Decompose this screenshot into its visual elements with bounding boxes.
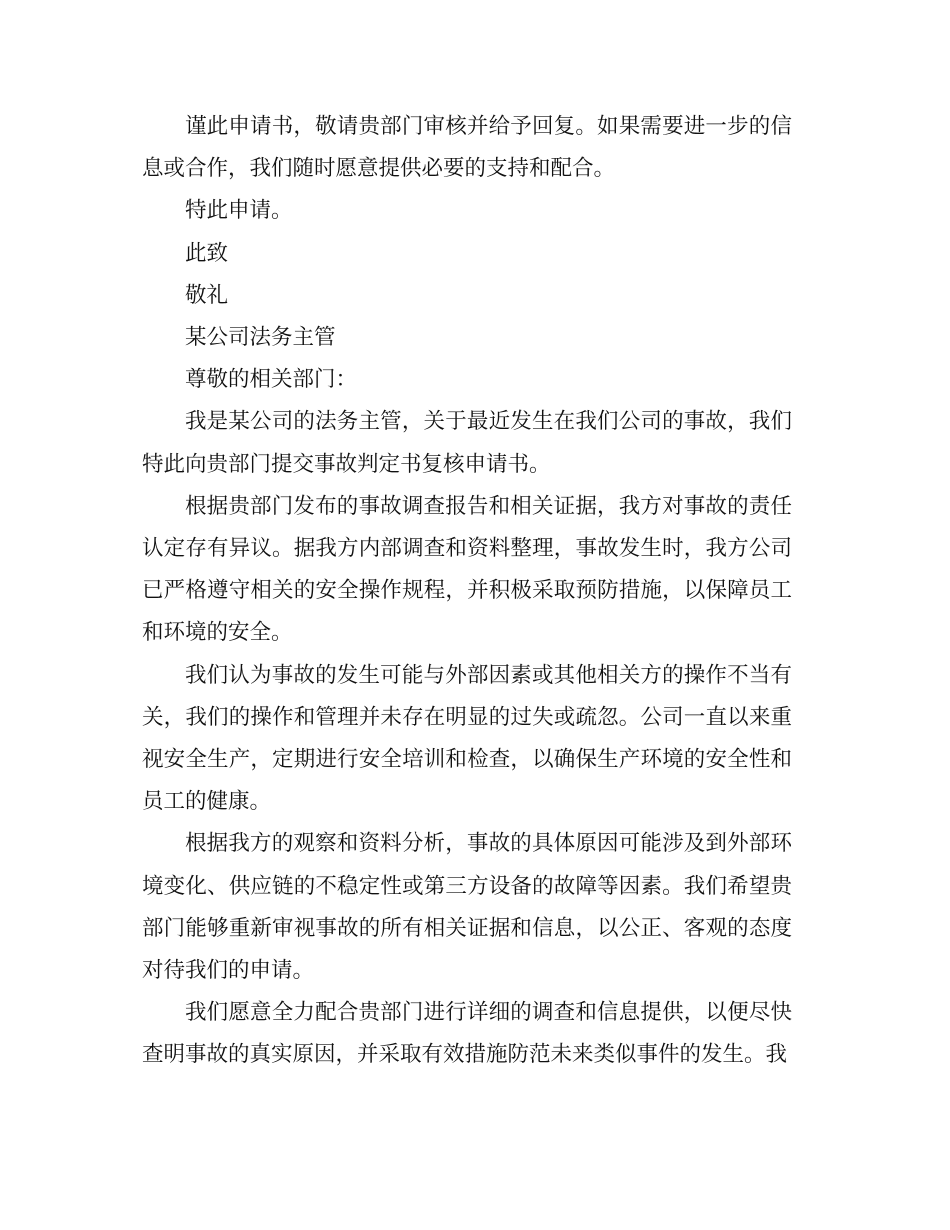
paragraph-cooperation: 我们愿意全力配合贵部门进行详细的调查和信息提供，以便尽快查明事故的真实原因，并采取有效措施防范未来类似事件的发生。我	[142, 1000, 792, 1068]
paragraph-signature: 某公司法务主管	[185, 325, 336, 351]
document-body	[142, 106, 792, 1077]
paragraph-closing-request: 谨此申请书，敬请贵部门审核并给予回复。如果需要进一步的信息或合作，我们随时愿意提供必要的支持和配合。	[142, 114, 792, 182]
paragraph-cause-analysis: 根据我方的观察和资料分析，事故的具体原因可能涉及到外部环境变化、供应链的不稳定性或第三方设备的故障等因素。我们希望贵部门能够重新审视事故的所有相关证据和信息，以公正、客观的态度对待我们的申请。	[142, 831, 792, 984]
paragraph-special-request: 特此申请。	[185, 198, 293, 224]
paragraph-salutation-to: 此致	[185, 240, 229, 266]
paragraph-introduction: 我是某公司的法务主管，关于最近发生在我们公司的事故，我们特此向贵部门提交事故判定书复核申请书。	[142, 409, 792, 477]
paragraph-external-factors: 我们认为事故的发生可能与外部因素或其他相关方的操作不当有关，我们的操作和管理并未存在明显的过失或疏忽。公司一直以来重视安全生产，定期进行安全培训和检查，以确保生产环境的安全性和员工的健康。	[142, 662, 792, 815]
paragraph-salutation-regards: 敬礼	[185, 282, 229, 308]
paragraph-objection: 根据贵部门发布的事故调查报告和相关证据，我方对事故的责任认定存有异议。据我方内部调查和资料整理，事故发生时，我方公司已严格遵守相关的安全操作规程，并积极采取预防措施，以保障员工和环境的安全。	[142, 493, 792, 646]
paragraph-greeting: 尊敬的相关部门：	[185, 367, 358, 393]
